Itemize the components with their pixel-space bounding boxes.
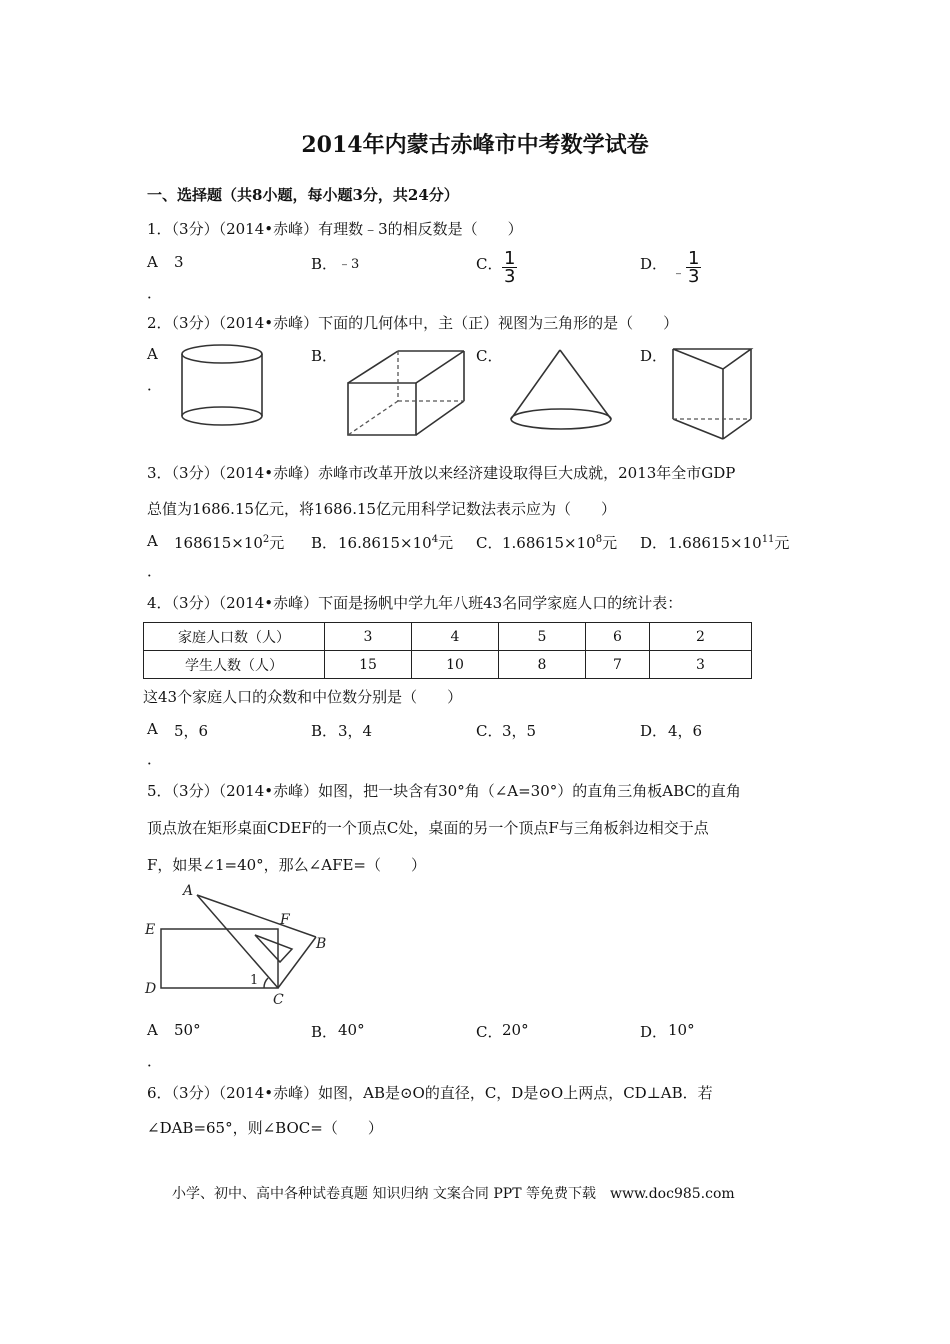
- triangular-prism-figure: [665, 343, 760, 445]
- q1-option-c-fraction: [502, 250, 517, 285]
- q4-option-d-label: D．: [640, 722, 668, 740]
- triangle-rectangle-figure: [140, 882, 340, 1007]
- q1-option-b-label: B．: [311, 255, 338, 273]
- q3-option-d-label: D．: [640, 534, 668, 552]
- q4-option-b: 3，4: [338, 722, 373, 740]
- q2-option-b-label: B．: [311, 347, 338, 365]
- figure-label-e: E: [145, 922, 156, 938]
- q5-option-a-label: A: [147, 1021, 158, 1039]
- q4-option-a-label: A: [147, 720, 158, 738]
- q3-d-base: 1.68615×10: [668, 534, 762, 552]
- q4-option-b-label: B．: [311, 722, 338, 740]
- table-cell: 4: [412, 623, 499, 651]
- q5-option-c-label: C．: [476, 1023, 503, 1041]
- cylinder-figure: [175, 340, 270, 432]
- q3-stem-line2: 总值为1686.15亿元，将1686.15亿元用科学记数法表示应为（ ）: [147, 500, 617, 518]
- q3-c-base: 1.68615×10: [502, 534, 596, 552]
- figure-label-d: D: [145, 981, 157, 997]
- q2-option-d-label: D．: [640, 347, 668, 365]
- table-cell: 学生人数（人）: [144, 651, 325, 679]
- q5-stem-line3: F，如果∠1=40°，那么∠AFE=（ ）: [147, 856, 427, 874]
- q2-stem: 2．（3分）（2014•赤峰）下面的几何体中，主（正）视图为三角形的是（ ）: [147, 314, 679, 332]
- page-footer: 小学、初中、高中各种试卷真题 知识归纳 文案合同 PPT 等免费下载 www.doc985.com: [172, 1186, 735, 1202]
- table-cell: 5: [499, 623, 586, 651]
- q3-stem-line1: 3．（3分）（2014•赤峰）赤峰市改革开放以来经济建设取得巨大成就，2013年全市GDP: [147, 464, 736, 482]
- table-cell: 3: [325, 623, 412, 651]
- q6-stem-line2: ∠DAB=65°，则∠BOC=（ ）: [147, 1119, 383, 1137]
- table-row: [144, 623, 752, 651]
- q3-a-exp: 2: [262, 534, 270, 545]
- q2-dot: ．: [147, 376, 163, 394]
- q5-option-d-label: D．: [640, 1023, 668, 1041]
- table-row: [144, 651, 752, 679]
- q1-stem: 1．（3分）（2014•赤峰）有理数﹣3的相反数是（ ）: [147, 220, 523, 238]
- q6-stem-line1: 6．（3分）（2014•赤峰）如图，AB是⊙O的直径，C，D是⊙O上两点，CD⊥AB．若: [147, 1084, 713, 1102]
- figure-label-b: B: [316, 936, 327, 952]
- q3-option-b-label: B．: [311, 534, 338, 552]
- q5-stem-line2: 顶点放在矩形桌面CDEF的一个顶点C处，桌面的另一个顶点F与三角板斜边相交于点: [147, 819, 709, 837]
- q3-c-exp: 8: [595, 534, 603, 545]
- q4-dot: ．: [147, 750, 163, 768]
- table-cell: 2: [650, 623, 752, 651]
- q2-option-c-label: C．: [476, 347, 503, 365]
- section-heading: 一、选择题（共8小题，每小题3分，共24分）: [147, 186, 459, 204]
- q3-a-unit: 元: [269, 534, 285, 552]
- q1-option-a: 3: [174, 253, 184, 271]
- q4-stem: 4．（3分）（2014•赤峰）下面是扬帆中学九年八班43名同学家庭人口的统计表：: [147, 594, 683, 612]
- figure-label-angle1: 1: [250, 973, 259, 988]
- q1-option-d-sign: ﹣: [672, 266, 686, 281]
- q5-option-d: 10°: [668, 1021, 695, 1039]
- table-cell: 3: [650, 651, 752, 679]
- q3-d-exp: 11: [761, 534, 775, 545]
- q1-dot: ．: [147, 284, 163, 302]
- q3-b-base: 16.8615×10: [338, 534, 432, 552]
- q3-option-c: [502, 532, 617, 553]
- q1-option-c-label: C．: [476, 255, 503, 273]
- figure-label-c: C: [273, 992, 284, 1007]
- q5-stem-line1: 5．（3分）（2014•赤峰）如图，把一块含有30°角（∠A=30°）的直角三角板ABC的直角: [147, 782, 741, 800]
- q5-option-a: 50°: [174, 1021, 201, 1039]
- q1-c-numerator: 1: [504, 248, 516, 269]
- q4-option-c: 3，5: [502, 722, 537, 740]
- q1-c-denominator: 3: [504, 266, 516, 287]
- q1-option-b: ﹣3: [338, 257, 360, 272]
- q3-dot: ．: [147, 562, 163, 580]
- q3-option-d: [668, 532, 789, 553]
- table-cell: 8: [499, 651, 586, 679]
- cone-figure: [505, 345, 620, 435]
- cuboid-figure: [342, 345, 472, 440]
- q5-option-b: 40°: [338, 1021, 365, 1039]
- table-cell: 10: [412, 651, 499, 679]
- figure-label-a: A: [183, 883, 194, 899]
- q3-b-unit: 元: [438, 534, 454, 552]
- table-cell: 7: [586, 651, 650, 679]
- q5-option-c: 20°: [502, 1021, 529, 1039]
- q3-d-unit: 元: [774, 534, 790, 552]
- q3-option-a: [174, 532, 284, 553]
- q1-option-a-label: A: [147, 253, 158, 271]
- q3-c-unit: 元: [602, 534, 618, 552]
- q4-option-d: 4，6: [668, 722, 703, 740]
- table-cell: 6: [586, 623, 650, 651]
- table-cell: 15: [325, 651, 412, 679]
- q4-option-c-label: C．: [476, 722, 503, 740]
- q1-option-d-label: D．: [640, 255, 668, 273]
- q1-option-d-fraction: [686, 250, 701, 285]
- q1-d-numerator: 1: [688, 248, 700, 269]
- q5-dot: ．: [147, 1052, 163, 1070]
- table-cell: 家庭人口数（人）: [144, 623, 325, 651]
- q3-option-b: [338, 532, 453, 553]
- q2-option-a-label: A: [147, 345, 158, 363]
- q3-b-exp: 4: [431, 534, 439, 545]
- page-title: 2014年内蒙古赤峰市中考数学试卷: [301, 132, 649, 158]
- q4-option-a: 5，6: [174, 722, 209, 740]
- q3-option-a-label: A: [147, 532, 158, 550]
- q5-option-b-label: B．: [311, 1023, 338, 1041]
- figure-label-f: F: [280, 912, 290, 928]
- q3-option-c-label: C．: [476, 534, 503, 552]
- statistics-table: [143, 622, 752, 679]
- q4-question: 这43个家庭人口的众数和中位数分别是（ ）: [143, 688, 463, 706]
- q1-d-denominator: 3: [688, 266, 700, 287]
- q3-a-base: 168615×10: [174, 534, 263, 552]
